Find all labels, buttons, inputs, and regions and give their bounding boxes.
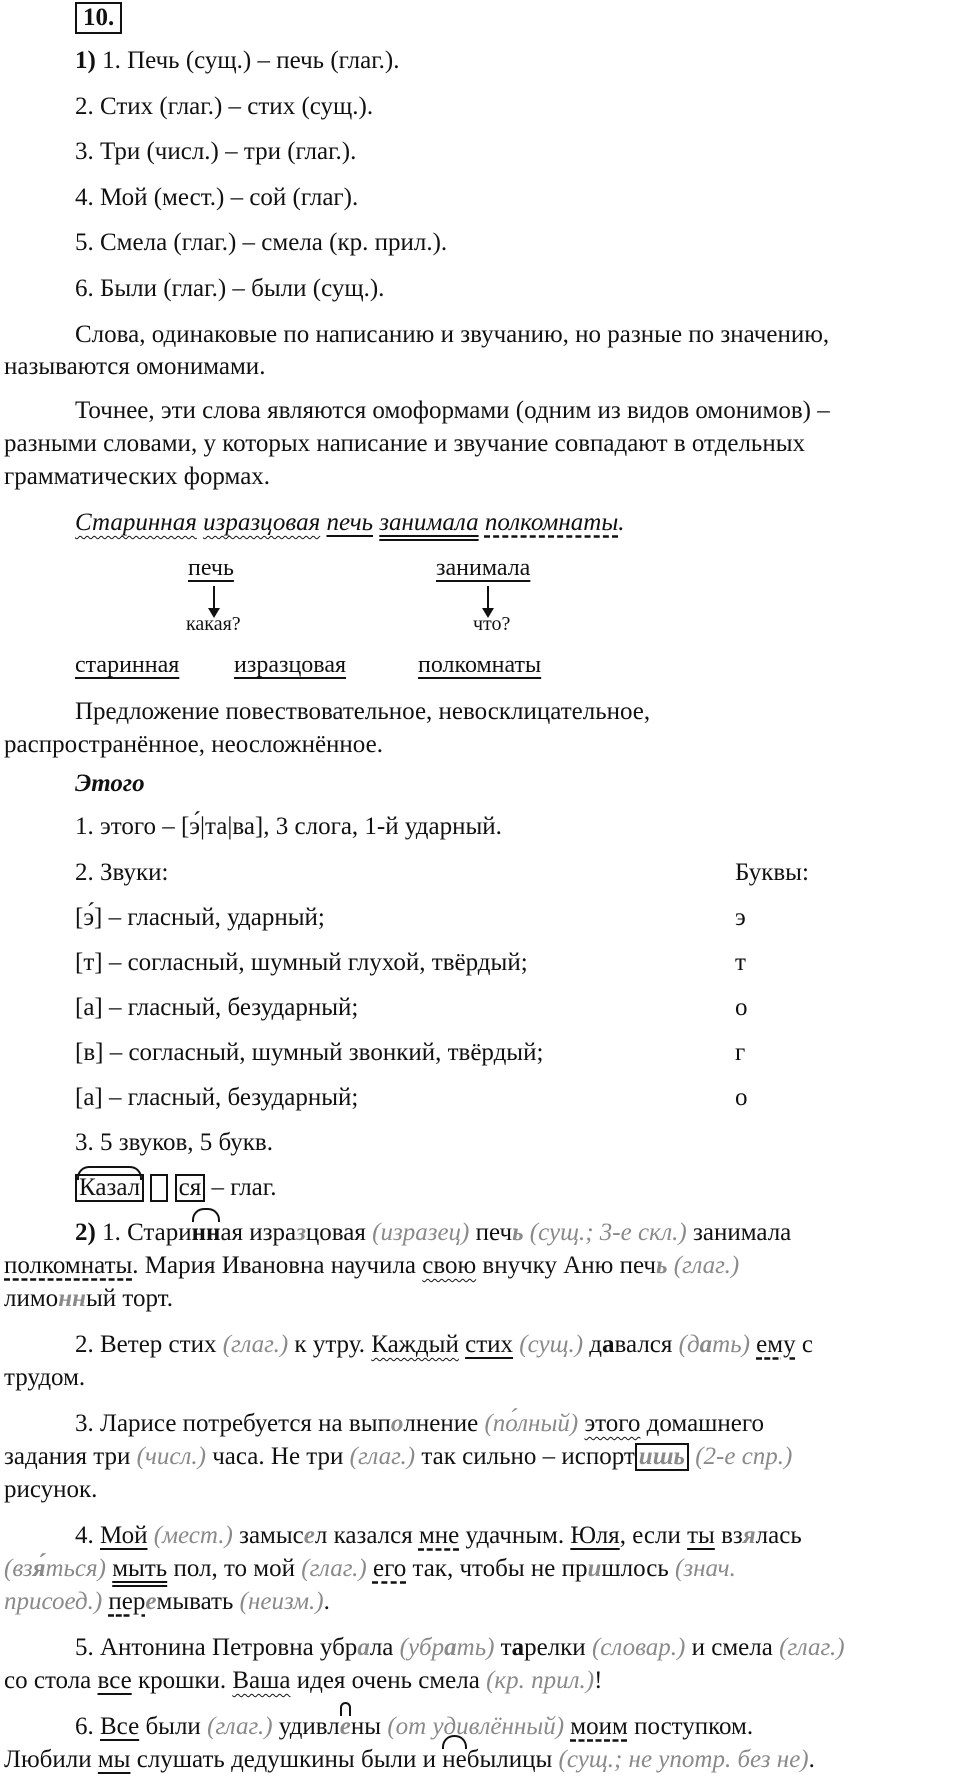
text: так сильно – испорт <box>415 1443 635 1470</box>
text: вз <box>714 1522 743 1549</box>
diagram-dependent-1: старинная <box>75 652 180 678</box>
note: (сущ.) <box>519 1331 584 1358</box>
morpheme-ending-box <box>150 1174 168 1202</box>
diagram-question-2: что? <box>473 613 511 635</box>
prefix: не <box>442 1746 467 1773</box>
phonetic-syllables: 1. этого – [э́|та|ва], 3 слога, 1-й ударный. <box>75 813 502 840</box>
letter-row-5: о <box>735 1084 748 1111</box>
part1-item-4: 4. Мой (мест.) – сой (глаг). <box>75 184 359 211</box>
part2-s4-line1 <box>75 1521 802 1551</box>
note: (сущ.; не употр. без не) <box>558 1746 809 1773</box>
text: и смела <box>685 1634 780 1661</box>
predicate: мыть <box>112 1555 168 1582</box>
note: (глаг.) <box>673 1252 740 1279</box>
part1-item-2: 2. Стих (глаг.) – стих (сущ.). <box>75 93 374 120</box>
note: (кр. прил.) <box>486 1667 595 1694</box>
note: ться) <box>45 1555 106 1582</box>
text: ! <box>594 1667 603 1694</box>
subject: Все <box>100 1713 140 1740</box>
orthogram: а <box>444 1634 457 1661</box>
note: (д <box>678 1331 700 1358</box>
note: (2-е спр.) <box>695 1443 793 1470</box>
text: 5. Антонина Петровна убр <box>75 1634 358 1661</box>
text: шлось <box>601 1555 675 1582</box>
address: Юля <box>570 1522 620 1549</box>
part2-s4-line2 <box>4 1554 736 1584</box>
note: (знач. <box>675 1555 736 1582</box>
text: пол, то мой <box>167 1555 302 1582</box>
text: крошки. <box>131 1667 233 1694</box>
morpheme-root: Казал <box>75 1174 144 1202</box>
text: релки <box>524 1634 592 1661</box>
morpheme-analysis <box>75 1173 276 1203</box>
paragraph-sentence-type-line2: распространённое, неосложнённое. <box>4 731 383 758</box>
part1-label: 1) <box>75 47 96 74</box>
diagram-head-2: занимала <box>436 555 531 581</box>
orthogram: а <box>602 1331 615 1358</box>
text: вался <box>614 1331 679 1358</box>
note: (сущ.; 3-е скл.) <box>529 1219 687 1246</box>
attribute: этого <box>584 1410 641 1437</box>
part2-s6-line2 <box>4 1745 815 1775</box>
orthogram: и <box>587 1555 602 1582</box>
part2-s3-line2 <box>4 1442 792 1472</box>
object: его <box>372 1555 407 1582</box>
note: (словар.) <box>591 1634 686 1661</box>
sentence-subject: печь <box>326 509 374 536</box>
orthogram: е <box>303 1522 315 1549</box>
letter-row-2: т <box>735 949 746 976</box>
letters-header: Буквы: <box>735 859 809 886</box>
parsed-sentence <box>75 508 625 538</box>
text: со стола <box>4 1667 98 1694</box>
part2-s1-line1 <box>75 1218 791 1248</box>
orthogram: з <box>296 1219 306 1246</box>
orthogram: а <box>357 1634 370 1661</box>
sentence-word-1: Старинная <box>75 509 197 536</box>
part1-item-3: 3. Три (числ.) – три (глаг.). <box>75 138 357 165</box>
sentence-end: . <box>618 509 625 536</box>
morpheme-postfix: ся <box>175 1174 206 1202</box>
note: (убр <box>399 1634 445 1661</box>
orthogram: ь <box>512 1219 524 1246</box>
text: занимала <box>686 1219 792 1246</box>
object: мне <box>418 1522 460 1549</box>
diagram-head-1: печь <box>188 555 234 581</box>
orthogram: а <box>511 1634 525 1661</box>
subject: Мой <box>100 1522 148 1549</box>
text: . Мария Ивановна научила <box>132 1252 423 1279</box>
attribute: Каждый <box>371 1331 459 1358</box>
text: слушать дедушкины были и <box>130 1746 443 1773</box>
note: (глаг.) <box>301 1555 367 1582</box>
sound-row-4: [в] – согласный, шумный звонкий, твёрдый; <box>75 1039 544 1066</box>
subject: стих <box>465 1331 513 1358</box>
sentence-predicate: занимала <box>379 509 479 536</box>
paragraph-homonyms-line1: Слова, одинаковые по написанию и звучанию, но разные по значению, <box>75 321 830 348</box>
subject: мы <box>97 1746 131 1773</box>
text: пер <box>108 1588 146 1615</box>
part2-s6-line1 <box>75 1712 753 1742</box>
text: так, чтобы не пр <box>406 1555 588 1582</box>
part1-item-5: 5. Смела (глаг.) – смела (кр. прил.). <box>75 229 448 256</box>
part1-item-6: 6. Были (глаг.) – были (сущ.). <box>75 275 385 302</box>
diagram-dependent-2: изразцовая <box>234 652 347 678</box>
orthogram: нн <box>191 1219 221 1246</box>
letter-row-3: о <box>735 994 748 1021</box>
part1-item-1 <box>75 46 399 76</box>
task-number-line <box>75 2 122 34</box>
task-number-box: 10. <box>75 2 122 34</box>
object: ему <box>756 1331 796 1358</box>
text: часа. Не три <box>205 1443 350 1470</box>
orthogram: я́ <box>32 1555 46 1582</box>
diagram-dependent-3: полкомнаты <box>418 652 542 678</box>
sound-row-3: [а] – гласный, безударный; <box>75 994 359 1021</box>
attribute: Ваша <box>232 1667 291 1694</box>
part2-s3-line3: рисунок. <box>4 1476 98 1503</box>
note: (глаг.) <box>349 1443 416 1470</box>
text: лимо <box>4 1285 59 1312</box>
text: внучку Аню печ <box>476 1252 657 1279</box>
paragraph-homoforms-line1: Точнее, эти слова являются омоформами (одним из видов омонимов) – <box>75 397 830 424</box>
text: печ <box>469 1219 513 1246</box>
orthogram: е <box>145 1588 157 1615</box>
text: замыс <box>232 1522 304 1549</box>
text: цовая <box>305 1219 373 1246</box>
paragraph-homonyms-line2: называются омонимами. <box>4 353 266 380</box>
text: поступком. <box>627 1713 754 1740</box>
morpheme-rest: – глаг. <box>205 1174 277 1201</box>
letter-row-1: э <box>735 904 746 931</box>
part2-s2-line1 <box>75 1330 813 1360</box>
text: 6. <box>75 1713 100 1740</box>
text: с <box>795 1331 813 1358</box>
orthogram: ь <box>656 1252 668 1279</box>
phonetic-count: 3. 5 звуков, 5 букв. <box>75 1129 273 1156</box>
part2-s1-line2 <box>4 1251 739 1281</box>
text: Любили <box>4 1746 98 1773</box>
text: . <box>323 1588 330 1615</box>
paragraph-sentence-type-line1: Предложение повествовательное, невосклицательное, <box>75 698 651 725</box>
part2-s1-line3 <box>4 1284 173 1314</box>
text: 2. Ветер стих <box>75 1331 223 1358</box>
note: (мест.) <box>153 1522 233 1549</box>
orthogram: я <box>742 1522 756 1549</box>
object: полкомнаты <box>4 1252 133 1279</box>
text: . <box>808 1746 815 1773</box>
text: т <box>494 1634 512 1661</box>
sound-row-5: [а] – гласный, безударный; <box>75 1084 359 1111</box>
text: задания три <box>4 1443 137 1470</box>
letter-row-4: г <box>735 1039 746 1066</box>
paragraph-homoforms-line2: разными словами, у которых написание и звучание совпадают в отдельных <box>4 430 806 457</box>
text: лась <box>755 1522 802 1549</box>
sound-row-2: [т] – согласный, шумный глухой, твёрдый; <box>75 949 528 976</box>
note: ть) <box>456 1634 495 1661</box>
note: (от удивлённый) <box>387 1713 565 1740</box>
note: (числ.) <box>136 1443 206 1470</box>
text: д <box>583 1331 603 1358</box>
attribute: свою <box>422 1252 477 1279</box>
text: лнение <box>403 1410 485 1437</box>
note: (глаг.) <box>222 1331 289 1358</box>
text: 1. Стари <box>102 1219 192 1246</box>
text: 4. <box>75 1522 100 1549</box>
orthogram: нн <box>58 1285 86 1312</box>
text: домашнего <box>640 1410 765 1437</box>
text: ны <box>350 1713 388 1740</box>
ending-box: ишь <box>635 1443 689 1471</box>
text: ая изра <box>220 1219 297 1246</box>
note: (глаг.) <box>207 1713 273 1740</box>
note: (неизм.) <box>239 1588 324 1615</box>
note: ть) <box>712 1331 750 1358</box>
subject: ты <box>687 1522 715 1549</box>
word-analysis-title: Этого <box>75 770 145 797</box>
sound-row-1: [э́] – гласный, ударный; <box>75 904 325 931</box>
text: мывать <box>156 1588 234 1615</box>
diagram-arrow-1 <box>213 586 215 610</box>
part2-s5-line1 <box>75 1633 845 1663</box>
text: л казался <box>314 1522 419 1549</box>
text: ла <box>369 1634 400 1661</box>
note: (глаг.) <box>779 1634 845 1661</box>
text: , если <box>619 1522 688 1549</box>
note: (изразец) <box>372 1219 470 1246</box>
text: удачным. <box>459 1522 571 1549</box>
orthogram: а <box>699 1331 713 1358</box>
part2-s3-line1 <box>75 1409 764 1439</box>
text: ый торт. <box>85 1285 173 1312</box>
diagram-arrow-2 <box>487 586 489 610</box>
text: были <box>139 1713 208 1740</box>
note: (вз <box>4 1555 33 1582</box>
orthogram: о <box>390 1410 404 1437</box>
text: идея очень смела <box>290 1667 487 1694</box>
diagram-question-1: какая? <box>186 613 241 635</box>
text: былицы <box>466 1746 559 1773</box>
text: к утру. <box>288 1331 372 1358</box>
part2-s2-line2: трудом. <box>4 1364 86 1391</box>
orthogram: е <box>339 1713 351 1740</box>
sentence-object: полкомнаты <box>484 509 619 536</box>
sounds-header: 2. Звуки: <box>75 859 169 886</box>
note: (по́лный) <box>484 1410 579 1437</box>
part2-s5-line2 <box>4 1666 602 1696</box>
note: присоед.) <box>4 1588 103 1615</box>
part2-label: 2) <box>75 1219 96 1246</box>
text: удивл <box>272 1713 340 1740</box>
object: моим <box>570 1713 628 1740</box>
paragraph-homoforms-line3: грамматических формах. <box>4 463 271 490</box>
part2-s4-line3 <box>4 1587 330 1617</box>
sentence-word-2: изразцовая <box>203 509 321 536</box>
text: 3. Ларисе потребуется на вып <box>75 1410 391 1437</box>
part1-item-text: 1. Печь (сущ.) – печь (глаг.). <box>102 47 400 74</box>
subject: все <box>97 1667 132 1694</box>
